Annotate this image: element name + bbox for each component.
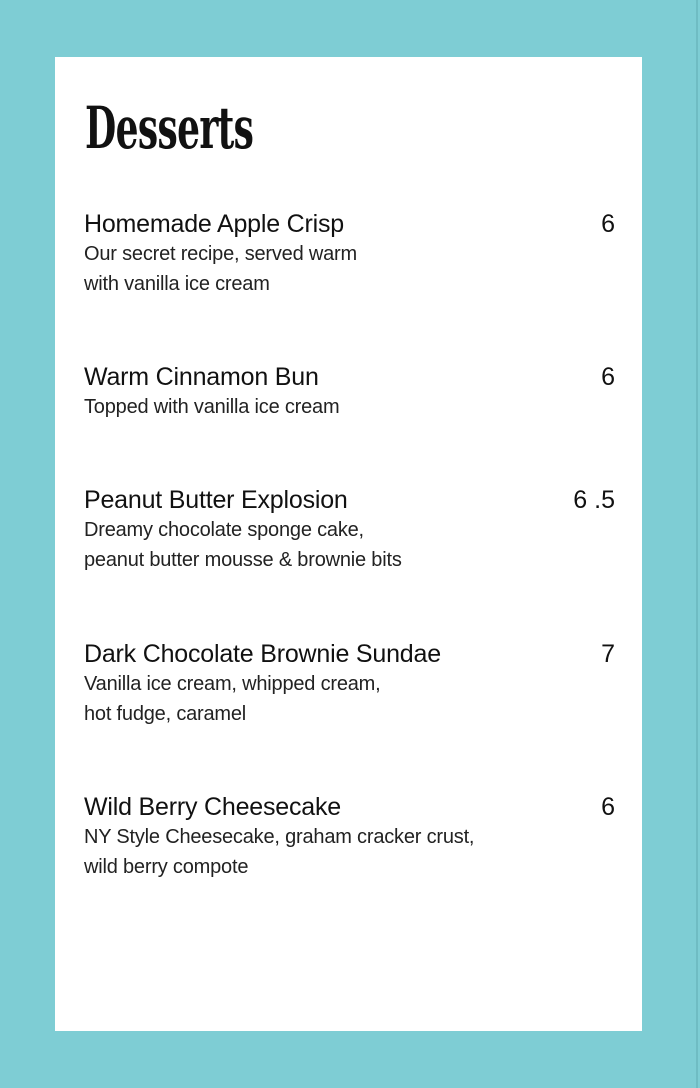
menu-item-header bbox=[84, 485, 615, 515]
menu-item-description-line: peanut butter mousse & brownie bits bbox=[84, 549, 402, 571]
menu-item-name: Warm Cinnamon Bun bbox=[84, 363, 319, 391]
menu-item-name: Peanut Butter Explosion bbox=[84, 486, 348, 514]
menu-card bbox=[55, 57, 642, 1031]
menu-item-price: 6 bbox=[601, 210, 615, 238]
menu-item-description-line: wild berry compote bbox=[84, 856, 249, 878]
menu-item-description-line: Vanilla ice cream, whipped cream, bbox=[84, 673, 381, 695]
menu-item bbox=[84, 209, 615, 299]
menu-item-price: 6 bbox=[601, 793, 615, 821]
menu-item-description-line: with vanilla ice cream bbox=[84, 273, 270, 295]
menu-item bbox=[84, 639, 615, 729]
menu-title: Desserts bbox=[85, 94, 254, 162]
menu-item-header bbox=[84, 209, 615, 239]
menu-item-description-line: hot fudge, caramel bbox=[84, 703, 247, 725]
menu-item-header bbox=[84, 792, 615, 822]
menu-item-price: 6 .5 bbox=[573, 486, 615, 514]
menu-item-price: 7 bbox=[601, 640, 615, 668]
menu-item bbox=[84, 485, 615, 575]
menu-item bbox=[84, 362, 615, 422]
menu-item bbox=[84, 792, 615, 882]
menu-item-header bbox=[84, 639, 615, 669]
menu-item-name: Wild Berry Cheesecake bbox=[84, 793, 342, 821]
menu-item-name: Dark Chocolate Brownie Sundae bbox=[84, 640, 441, 668]
menu-item-description-line: NY Style Cheesecake, graham cracker crust, bbox=[84, 826, 475, 848]
menu-item-description-line: Our secret recipe, served warm bbox=[84, 243, 357, 265]
menu-item-name: Homemade Apple Crisp bbox=[84, 210, 345, 238]
menu-item-price: 6 bbox=[601, 363, 615, 391]
menu-item-description-line: Dreamy chocolate sponge cake, bbox=[84, 519, 364, 541]
menu-item-header bbox=[84, 362, 615, 392]
border-edge-line bbox=[696, 0, 698, 1088]
menu-item-description-line: Topped with vanilla ice cream bbox=[84, 396, 340, 418]
